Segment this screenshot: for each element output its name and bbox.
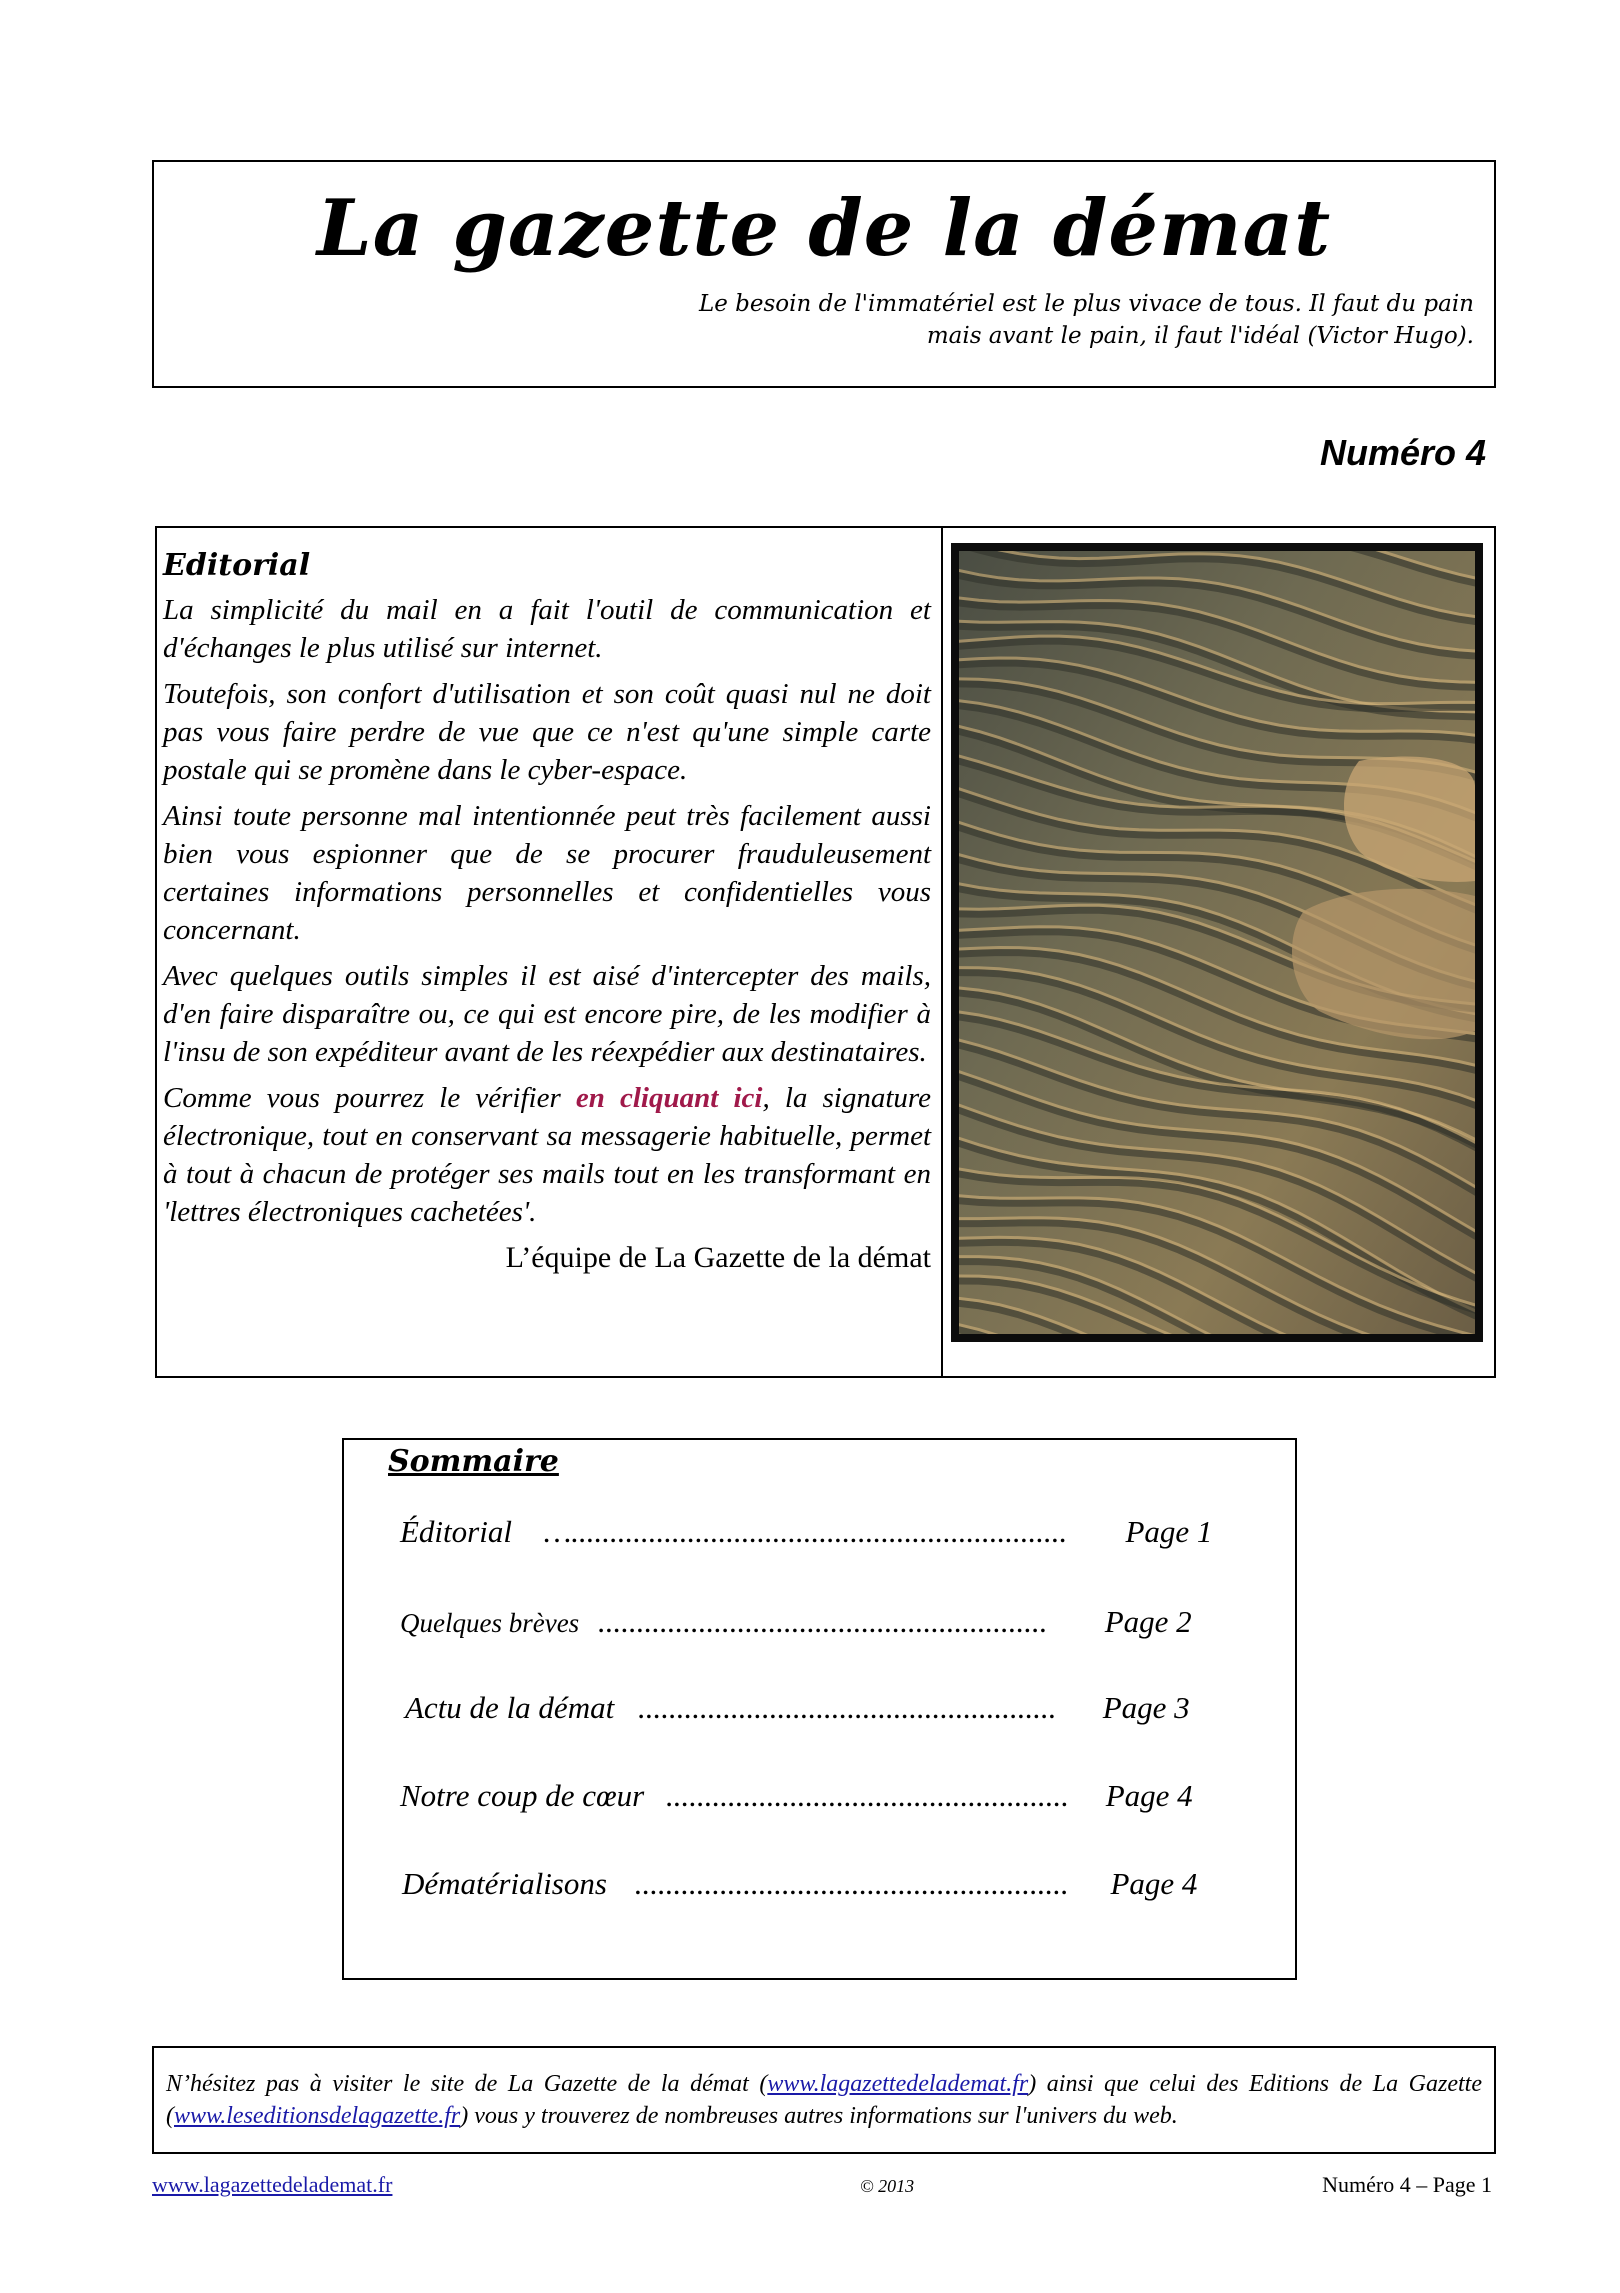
footer-page-number: Numéro 4 – Page 1 <box>1322 2172 1492 2197</box>
toc-dots: .................................................... <box>665 1778 1069 1813</box>
masthead-box <box>152 160 1496 388</box>
sand-dune-photo <box>951 543 1483 1342</box>
newsletter-title: La gazette de la démat <box>316 183 1332 274</box>
editorial-paragraph-3: Ainsi toute personne mal intentionnée peut très facilement aussi bien vous espionner que de se procurer frauduleusement certaines informations personnelles et confidentielles vous concernant. <box>163 800 931 946</box>
toc-row-actu[interactable] <box>405 1690 1190 1726</box>
toc-row-dematerialisons[interactable] <box>402 1866 1197 1902</box>
click-here-link[interactable]: en cliquant ici <box>575 1082 763 1114</box>
editorial-paragraph-4: Avec quelques outils simples il est aisé d'intercepter des mails, d'en faire disparaître ou, ce qui est encore pire, de les modifier à l'insu de son expéditeur avant de les réexpédier aux destinataires. <box>163 960 931 1068</box>
toc-page: Page 4 <box>1105 1778 1193 1813</box>
editorial-section <box>163 548 931 1275</box>
toc-label: Actu de la démat <box>405 1690 615 1725</box>
footer-site-link[interactable]: www.lagazettedelademat.fr <box>152 2172 393 2197</box>
toc-row-breves[interactable] <box>400 1604 1192 1640</box>
sommaire-heading: Sommaire <box>388 1444 559 1479</box>
toc-dots: …................................................................ <box>543 1514 1068 1549</box>
editorial-divider <box>941 526 943 1378</box>
sand-ripples-image <box>959 551 1475 1334</box>
footer-note-text-2: ) ainsi que celui des Editions de La Gazette ( <box>166 2071 1482 2129</box>
toc-row-editorial[interactable] <box>400 1514 1212 1550</box>
toc-dots: .......................................................... <box>597 1604 1048 1639</box>
gazette-site-link[interactable]: www.lagazettedelademat.fr <box>767 2071 1029 2097</box>
footer-note-text-3: ) vous y trouverez de nombreuses autres informations sur l'univers du web. <box>460 2103 1178 2129</box>
masthead-quote <box>574 288 1474 352</box>
editorial-paragraph-1: La simplicité du mail en a fait l'outil de communication et d'échanges le plus utilisé sur internet. <box>163 594 931 664</box>
editorial-p5-before: Comme vous pourrez le vérifier <box>163 1082 576 1114</box>
editorial-signature: L’équipe de La Gazette de la démat <box>505 1241 931 1274</box>
toc-page: Page 4 <box>1110 1866 1198 1901</box>
toc-label: Dématérialisons <box>402 1866 607 1901</box>
footer-copyright: © 2013 <box>860 2176 915 2196</box>
toc-page: Page 3 <box>1102 1690 1190 1725</box>
toc-dots: ...................................................... <box>637 1690 1057 1725</box>
quote-line-2: mais avant le pain, il faut l'idéal (Victor Hugo). <box>926 323 1474 349</box>
issue-number: Numéro 4 <box>1319 432 1486 473</box>
editions-site-link[interactable]: www.leseditionsdelagazette.fr <box>174 2103 461 2129</box>
toc-dots: ........................................................ <box>634 1866 1069 1901</box>
toc-label: Quelques brèves <box>400 1608 580 1638</box>
editorial-paragraph-5 <box>163 1079 931 1231</box>
editorial-paragraph-2: Toutefois, son confort d'utilisation et son coût quasi nul ne doit pas vous faire perdre de vue que ce n'est qu'une simple carte postale qui se promène dans le cyber-espace. <box>163 678 931 786</box>
toc-page: Page 2 <box>1104 1604 1192 1639</box>
toc-label: Notre coup de cœur <box>400 1778 645 1813</box>
footer-note-text-1: N’hésitez pas à visiter le site de La Gazette de la démat ( <box>166 2071 768 2097</box>
editorial-p5-after: , la signature électronique, tout en conservant sa messagerie habituelle, permet à tout à chacun de protéger ses mails tout en les transformant en 'lettres électroniques cachetées'. <box>163 1082 931 1228</box>
footer-note-box <box>152 2046 1496 2154</box>
quote-line-1: Le besoin de l'immatériel est le plus vivace de tous. Il faut du pain <box>698 291 1474 317</box>
toc-label: Éditorial <box>400 1514 512 1549</box>
toc-row-coup-de-coeur[interactable] <box>400 1778 1193 1814</box>
toc-page: Page 1 <box>1125 1514 1213 1549</box>
editorial-heading: Editorial <box>163 548 311 583</box>
